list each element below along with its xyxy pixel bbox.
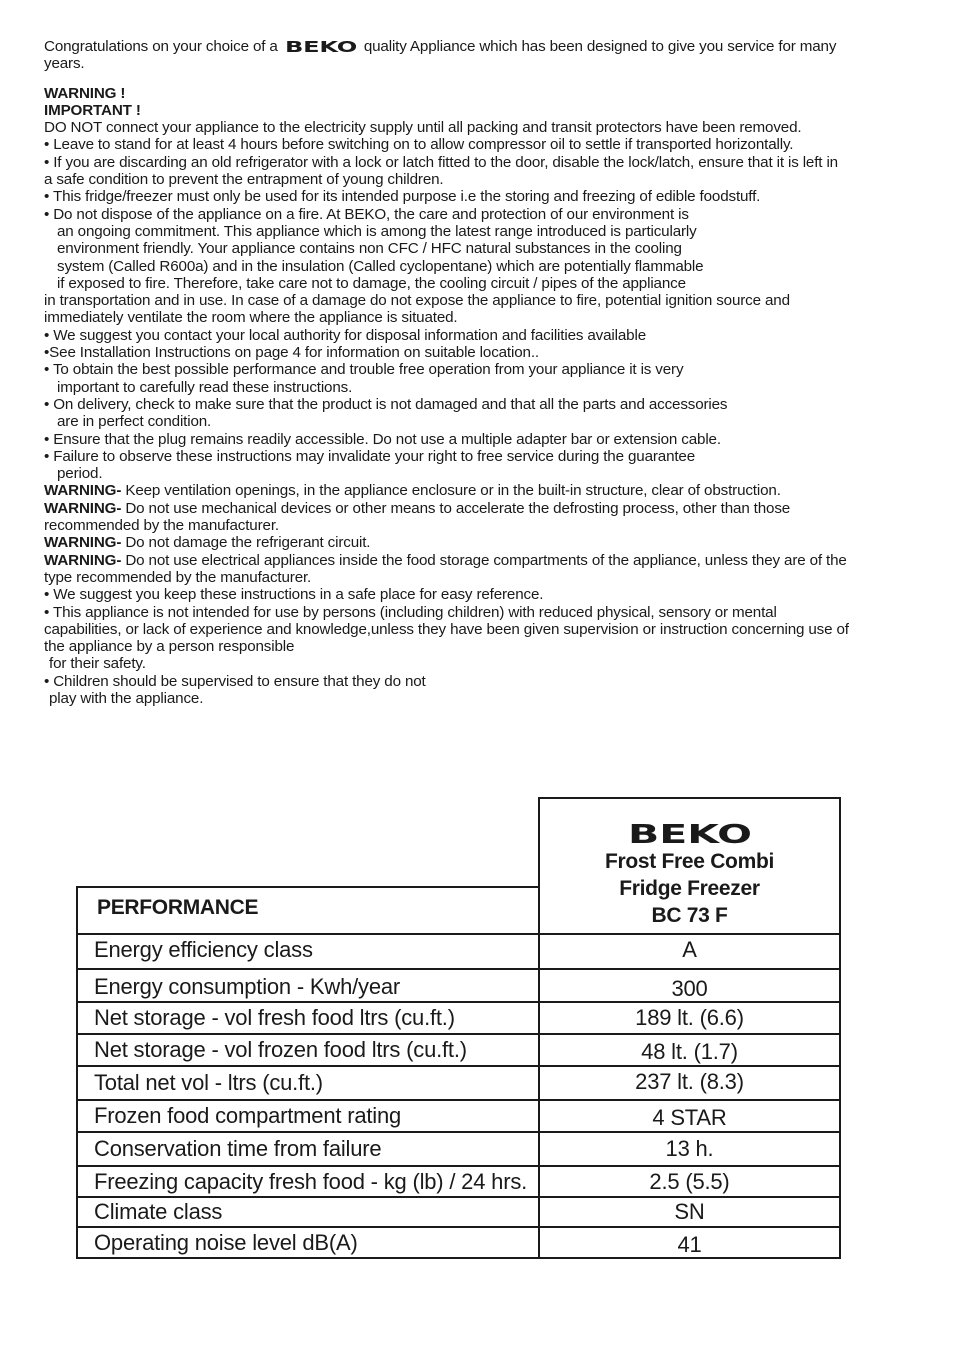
paragraph: • We suggest you keep these instructions in a safe place for easy reference. <box>44 586 544 604</box>
table-row <box>76 933 841 968</box>
svg-text:BEKO: BEKO <box>627 821 752 845</box>
table-row <box>76 968 841 1001</box>
row-value: A <box>682 937 697 962</box>
warning-label: WARNING- <box>44 534 122 552</box>
table-row <box>76 1099 841 1131</box>
warning-paragraph <box>44 534 850 551</box>
row-value: 13 h. <box>665 1136 714 1161</box>
row-value: 41 <box>677 1232 702 1257</box>
warning-paragraph <box>44 552 850 587</box>
row-label: Conservation time from failure <box>78 1133 540 1165</box>
warning-paragraph <box>44 500 850 535</box>
row-value: 237 lt. (8.3) <box>635 1069 744 1094</box>
instructions-text <box>44 38 850 707</box>
intro-pre: Congratulations on your choice of a <box>44 38 278 55</box>
warning-label: WARNING- <box>44 551 122 569</box>
row-label: Operating noise level dB(A) <box>78 1228 540 1257</box>
paragraph: DO NOT connect your appliance to the electricity supply until all packing and transit protectors have been removed. <box>44 119 802 137</box>
row-value: 2.5 (5.5) <box>649 1169 730 1194</box>
warning-label: WARNING- <box>44 499 122 517</box>
paragraph: • This fridge/freezer must only be used for its intended purpose i.e the storing and freezing of edible foodstuff. <box>44 188 761 206</box>
product-line-2: Fridge Freezer <box>619 877 760 900</box>
warning-text: Do not use mechanical devices or other means to accelerate the defrosting process, other than those recommended by the manufacturer. <box>44 499 791 535</box>
intro-paragraph <box>44 38 850 73</box>
row-label: Climate class <box>78 1198 540 1226</box>
row-label: Total net vol - ltrs (cu.ft.) <box>78 1067 540 1099</box>
paragraph: • Leave to stand for at least 4 hours before switching on to allow compressor oil to settle if transported horizontally. <box>44 136 794 154</box>
paragraph: • This appliance is not intended for use by persons (including children) with reduced physical, sensory or mental capabilities, or lack of experience and knowledge,unless they have been given supervision or instruction concerning use of the appliance by a person responsible <box>44 603 849 656</box>
table-row <box>76 1165 841 1196</box>
warning-label: WARNING- <box>44 482 122 500</box>
row-label: Frozen food compartment rating <box>78 1101 540 1131</box>
beko-logo <box>284 39 358 53</box>
important-heading: IMPORTANT ! <box>44 101 141 119</box>
paragraph: if exposed to fire. Therefore, take care not to damage, the cooling circuit / pipes of the appliance <box>57 274 686 292</box>
table-row <box>76 1001 841 1033</box>
warning-paragraph <box>44 482 850 499</box>
table-row <box>76 1033 841 1065</box>
product-line-1: Frost Free Combi <box>604 850 775 873</box>
beko-logo <box>540 821 839 845</box>
paragraph: •See Installation Instructions on page 4 for information on suitable location.. <box>44 344 539 362</box>
row-value: 189 lt. (6.6) <box>635 1005 744 1030</box>
paragraph: • Do not dispose of the appliance on a fire. At BEKO, the care and protection of our environment is <box>44 205 689 223</box>
row-value: SN <box>674 1199 705 1224</box>
paragraph: environment friendly. Your appliance contains non CFC / HFC natural substances in the cooling <box>57 240 682 258</box>
table-row <box>76 1131 841 1165</box>
paragraph: • Children should be supervised to ensure that they do not <box>44 672 426 690</box>
row-value: 4 STAR <box>652 1105 727 1130</box>
table-row <box>76 1226 841 1259</box>
paragraph: play with the appliance. <box>49 689 204 707</box>
paragraph: in transportation and in use. In case of a damage do not expose the appliance to fire, potential ignition source and immediately ventilate the room where the appliance is situated. <box>44 292 790 327</box>
paragraph: • We suggest you contact your local authority for disposal information and facilities available <box>44 326 646 344</box>
row-value: 48 lt. (1.7) <box>641 1039 738 1064</box>
model-number: BC 73 F <box>651 904 728 927</box>
row-label: Net storage - vol frozen food ltrs (cu.ft.) <box>78 1035 540 1065</box>
paragraph: important to carefully read these instructions. <box>57 378 353 396</box>
table-row <box>76 1196 841 1226</box>
row-value: 300 <box>671 976 708 1001</box>
paragraph: system (Called R600a) and in the insulation (Called cyclopentane) which are potentially flammable <box>57 257 704 275</box>
row-label: Energy efficiency class <box>78 935 540 968</box>
svg-text:BEKO: BEKO <box>284 39 357 53</box>
row-label: Energy consumption - Kwh/year <box>78 970 540 1001</box>
product-name <box>540 848 839 929</box>
intro-post: quality Appliance which has been designed to give you service for many years. <box>44 38 837 73</box>
row-label: Freezing capacity fresh food - kg (lb) / 24 hrs. <box>78 1167 540 1196</box>
warning-text: Keep ventilation openings, in the appliance enclosure or in the built-in structure, clear of obstruction. <box>121 482 781 500</box>
paragraph: • If you are discarding an old refrigerator with a lock or latch fitted to the door, disable the lock/latch, ensure that it is left in a safe condition to prevent the entrapment of young children. <box>44 153 838 189</box>
paragraph: • To obtain the best possible performance and trouble free operation from your appliance it is very <box>44 361 684 379</box>
paragraph: • On delivery, check to make sure that the product is not damaged and that all the parts and accessories <box>44 395 728 413</box>
paragraph: • Failure to observe these instructions may invalidate your right to free service during the guarantee <box>44 447 696 465</box>
paragraph: • Ensure that the plug remains readily accessible. Do not use a multiple adapter bar or extension cable. <box>44 430 721 448</box>
paragraph: period. <box>57 465 103 483</box>
performance-header <box>76 886 540 934</box>
product-header <box>538 797 841 934</box>
warning-text: Do not use electrical appliances inside the food storage compartments of the appliance, unless they are of the type recommended by the manufacturer. <box>44 551 847 586</box>
paragraph: are in perfect condition. <box>57 413 212 431</box>
table-row <box>76 1065 841 1099</box>
warning-text: Do not damage the refrigerant circuit. <box>121 534 371 552</box>
paragraph: for their safety. <box>49 655 146 673</box>
row-label: Net storage - vol fresh food ltrs (cu.ft.) <box>78 1003 540 1033</box>
section-title: PERFORMANCE <box>97 896 259 919</box>
paragraph: an ongoing commitment. This appliance which is among the latest range introduced is particularly <box>57 222 697 240</box>
warning-heading: WARNING ! <box>44 84 126 102</box>
